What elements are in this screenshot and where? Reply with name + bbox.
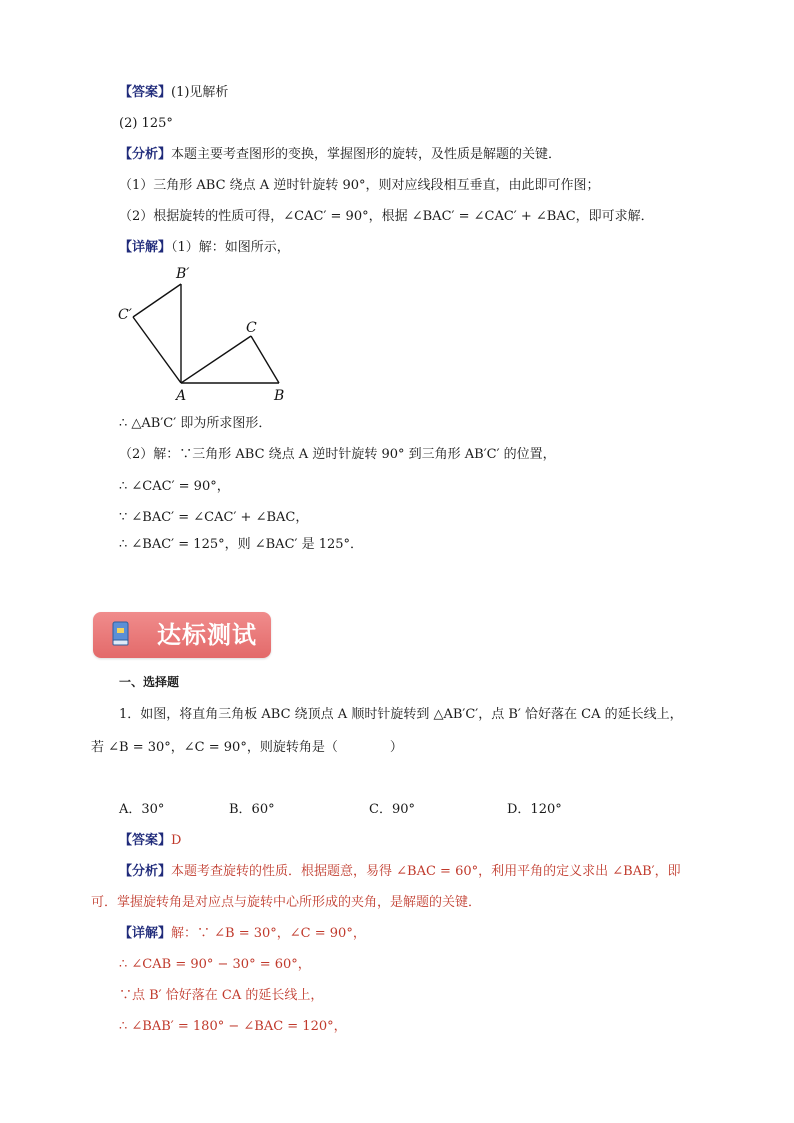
section-banner bbox=[93, 612, 271, 658]
solution-step-4: ∴ ∠BAC′ = 125°，则 ∠BAC′ 是 125°． bbox=[119, 537, 364, 552]
analysis-step-1: （1）三角形 ABC 绕点 A 逆时针旋转 90°，则对应线段相互垂直，由此即可作图； bbox=[119, 178, 600, 193]
question-stem-line-2: 若 ∠B = 30°，∠C = 90°，则旋转角是（ ） bbox=[91, 740, 403, 755]
q2-analysis-text-1: 本题考查旋转的性质．根据题意，易得 ∠BAC = 60°，利用平角的定义求出 ∠BAB′，即 bbox=[171, 864, 681, 879]
q2-answer-value: D bbox=[171, 833, 182, 848]
answer-part-2: (2) 125° bbox=[119, 116, 173, 131]
q2-answer-line bbox=[119, 832, 181, 850]
question-stem-line-1: 1．如图，将直角三角板 ABC 绕顶点 A 顺时针旋转到 △AB′C′，点 B′ 恰好落在 CA 的延长线上， bbox=[119, 707, 683, 722]
label-b: B bbox=[274, 388, 285, 404]
analysis-text: 本题主要考查图形的变换，掌握图形的旋转，及性质是解题的关键． bbox=[171, 147, 562, 162]
q2-answer-tag: 【答案】 bbox=[119, 833, 172, 848]
q2-detail-line-4: ∴ ∠BAB′ = 180° − ∠BAC = 120°， bbox=[119, 1019, 347, 1034]
option-c[interactable]: C．90° bbox=[369, 802, 415, 817]
solution-step-2: ∴ ∠CAC′ = 90°， bbox=[119, 479, 230, 494]
detail-tag: 【详解】 bbox=[119, 240, 172, 255]
option-a[interactable]: A．30° bbox=[119, 802, 165, 817]
answer-tag: 【答案】 bbox=[119, 85, 172, 100]
answer-part-1: (1)见解析 bbox=[171, 85, 229, 100]
segment-b-prime-c-prime bbox=[133, 284, 181, 317]
label-a: A bbox=[176, 388, 187, 404]
segment-ac bbox=[181, 336, 251, 383]
analysis-step-2: （2）根据旋转的性质可得，∠CAC′ = 90°，根据 ∠BAC′ = ∠CAC′ + ∠BAC，即可求解． bbox=[119, 209, 654, 224]
q2-analysis-tag: 【分析】 bbox=[119, 864, 172, 879]
detail-text: （1）解：如图所示， bbox=[171, 240, 290, 255]
section-title: 达标测试 bbox=[157, 621, 257, 649]
option-d[interactable]: D．120° bbox=[507, 802, 562, 817]
detail-line bbox=[119, 239, 290, 257]
label-b-prime: B′ bbox=[176, 266, 190, 282]
segment-c-prime-a bbox=[133, 317, 181, 383]
q2-detail-line-3: ∵点 B′ 恰好落在 CA 的延长线上， bbox=[119, 988, 324, 1003]
rotation-figure bbox=[110, 262, 310, 407]
figure-conclusion: ∴ △AB′C′ 即为所求图形． bbox=[119, 416, 272, 431]
q2-detail-tag: 【详解】 bbox=[119, 926, 172, 941]
answer-line bbox=[119, 84, 228, 102]
part-heading: 一、选择题 bbox=[119, 675, 180, 689]
q2-analysis-line-1 bbox=[119, 863, 681, 881]
label-c-prime: C′ bbox=[118, 307, 132, 323]
solution-step-1: （2）解：∵三角形 ABC 绕点 A 逆时针旋转 90° 到三角形 AB′C′ 的位置， bbox=[119, 447, 556, 462]
q2-analysis-line-2: 可．掌握旋转角是对应点与旋转中心所形成的夹角，是解题的关键． bbox=[91, 895, 482, 910]
option-b[interactable]: B．60° bbox=[229, 802, 275, 817]
q2-detail-text-1: 解：∵ ∠B = 30°，∠C = 90°， bbox=[171, 926, 366, 941]
analysis-line bbox=[119, 146, 561, 164]
analysis-tag: 【分析】 bbox=[119, 147, 172, 162]
segment-cb bbox=[251, 336, 279, 383]
solution-step-3: ∵ ∠BAC′ = ∠CAC′ + ∠BAC， bbox=[119, 510, 309, 525]
q2-detail-line-2: ∴ ∠CAB = 90° − 30° = 60°， bbox=[119, 957, 311, 972]
book-icon bbox=[111, 621, 131, 647]
q2-detail-line-1 bbox=[119, 925, 366, 943]
label-c: C bbox=[246, 320, 257, 336]
